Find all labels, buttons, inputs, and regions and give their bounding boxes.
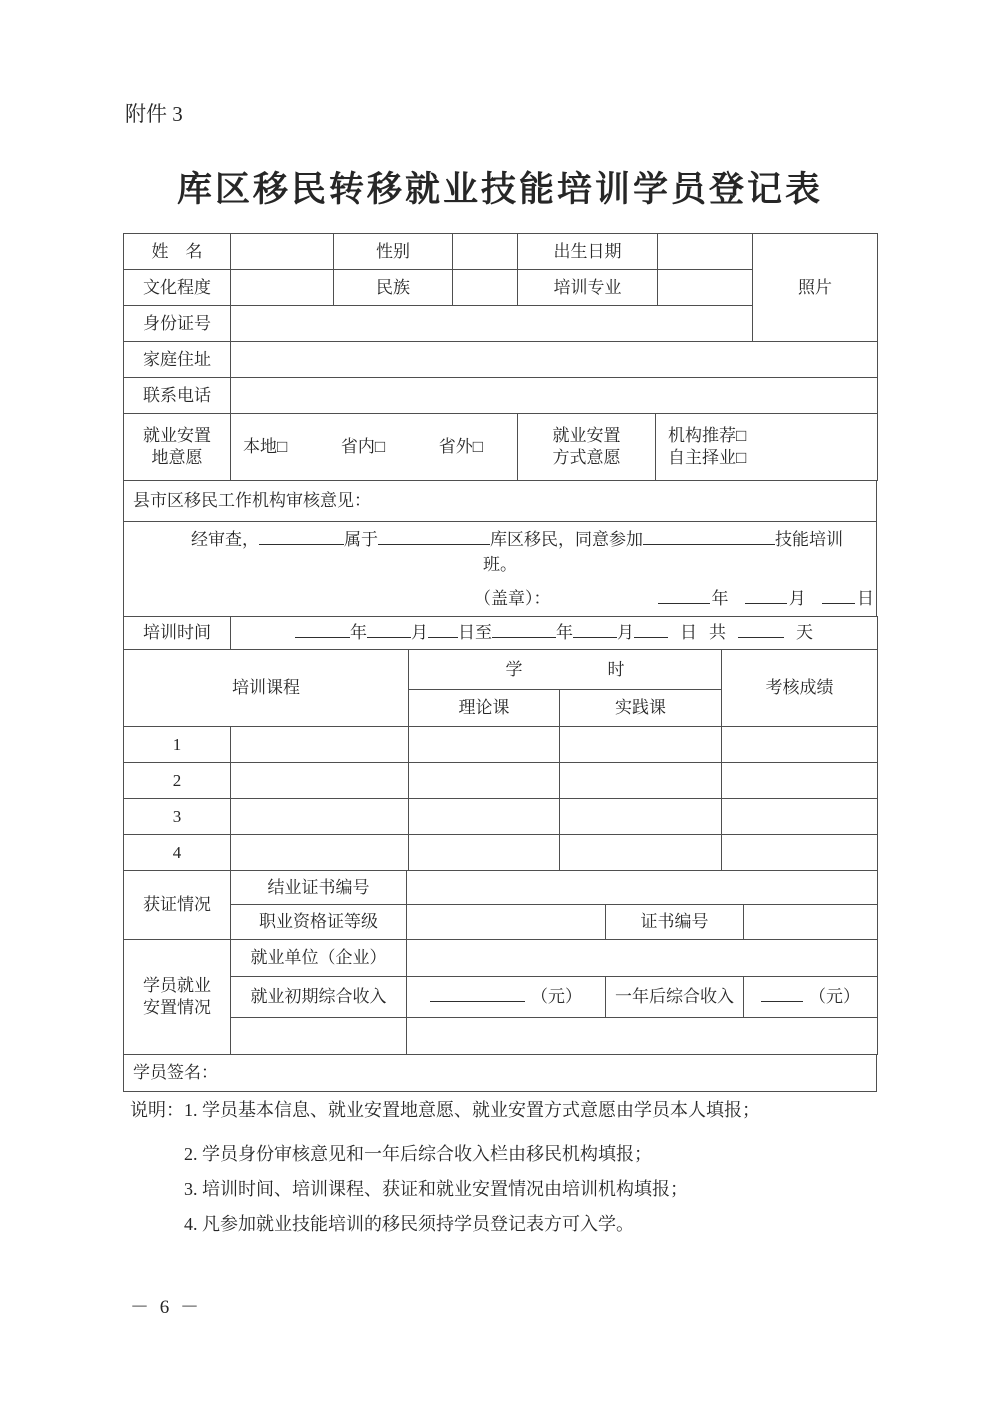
gender-label: 性别 bbox=[334, 234, 453, 270]
notes-prefix: 说明： bbox=[130, 1100, 184, 1120]
training-time-section bbox=[123, 616, 878, 650]
course-name-cell bbox=[231, 727, 409, 763]
birth-date-value-cell bbox=[658, 234, 753, 270]
signature-section bbox=[123, 1054, 877, 1092]
contact-phone-label: 联系电话 bbox=[124, 378, 231, 414]
qualification-level-value-cell bbox=[407, 905, 606, 940]
note-item-3: 3. 培训时间、培训课程、获证和就业安置情况由培训机构填报； bbox=[184, 1179, 688, 1199]
score-cell bbox=[722, 727, 878, 763]
hours-header: 学 时 bbox=[409, 650, 722, 690]
name-value-cell bbox=[231, 234, 334, 270]
one-year-income-label: 一年后综合收入 bbox=[606, 977, 744, 1018]
notes-block bbox=[130, 1098, 878, 1247]
ethnicity-value-cell bbox=[453, 270, 518, 306]
employment-section bbox=[123, 939, 878, 1055]
signature-label: 学员签名： bbox=[124, 1055, 877, 1092]
course-row-number: 3 bbox=[124, 799, 231, 835]
photo-cell: 照片 bbox=[753, 234, 878, 342]
ethnicity-label: 民族 bbox=[334, 270, 453, 306]
blank-underline bbox=[761, 987, 803, 1002]
id-number-label: 身份证号 bbox=[124, 306, 231, 342]
gender-value-cell bbox=[453, 234, 518, 270]
practice-header: 实践课 bbox=[560, 690, 722, 727]
placement-mode-label: 就业安置 方式意愿 bbox=[518, 414, 656, 481]
certificate-section-label: 获证情况 bbox=[124, 871, 231, 940]
placement-place-options-cell bbox=[231, 414, 518, 481]
checkbox-out-province: 省外□ bbox=[438, 437, 483, 456]
page-title: 库区移民转移就业技能培训学员登记表 bbox=[176, 170, 823, 209]
theory-header: 理论课 bbox=[409, 690, 560, 727]
review-text-line2: 班。 bbox=[483, 555, 517, 574]
blank-underline bbox=[745, 589, 787, 604]
completion-cert-no-label: 结业证书编号 bbox=[231, 871, 407, 905]
course-row-number: 1 bbox=[124, 727, 231, 763]
course-header: 培训课程 bbox=[124, 650, 409, 727]
blank-underline bbox=[822, 589, 855, 604]
one-year-income-value-cell: （元） bbox=[744, 977, 878, 1018]
review-header: 县市区移民工作机构审核意见： bbox=[124, 481, 877, 522]
score-cell bbox=[722, 763, 878, 799]
seal-date-line bbox=[124, 587, 876, 611]
course-name-cell bbox=[231, 763, 409, 799]
company-label: 就业单位（企业） bbox=[231, 940, 407, 977]
score-cell bbox=[722, 799, 878, 835]
education-label: 文化程度 bbox=[124, 270, 231, 306]
checkbox-in-province: 省内□ bbox=[340, 437, 386, 456]
review-body-cell bbox=[124, 522, 877, 617]
note-item-1: 1. 学员基本信息、就业安置地意愿、就业安置方式意愿由学员本人填报； bbox=[184, 1100, 760, 1120]
practice-hours-cell bbox=[560, 835, 722, 871]
checkbox-local: 本地□ bbox=[243, 437, 288, 456]
follow-up-contact-value-cell bbox=[407, 1018, 878, 1055]
practice-hours-cell bbox=[560, 727, 722, 763]
blank-underline bbox=[634, 623, 668, 638]
initial-income-value-cell: （元） bbox=[407, 977, 606, 1018]
id-number-value-cell bbox=[231, 306, 753, 342]
employment-section-label: 学员就业 安置情况 bbox=[124, 940, 231, 1055]
cert-no-label: 证书编号 bbox=[606, 905, 744, 940]
training-major-label: 培训专业 bbox=[518, 270, 658, 306]
blank-underline bbox=[643, 530, 775, 545]
blank-underline bbox=[378, 530, 490, 545]
placement-wish-section bbox=[123, 413, 878, 481]
name-label: 姓 名 bbox=[124, 234, 231, 270]
theory-hours-cell bbox=[409, 727, 560, 763]
placement-mode-options-cell bbox=[656, 414, 878, 481]
note-item-2: 2. 学员身份审核意见和一年后综合收入栏由移民机构填报； bbox=[184, 1144, 652, 1164]
blank-underline bbox=[492, 623, 556, 638]
theory-hours-cell bbox=[409, 835, 560, 871]
certificate-section bbox=[123, 870, 878, 940]
theory-hours-cell bbox=[409, 799, 560, 835]
contact-phone-value-cell bbox=[231, 378, 878, 414]
course-name-cell bbox=[231, 799, 409, 835]
blank-underline bbox=[295, 623, 350, 638]
blank-underline bbox=[367, 623, 411, 638]
qualification-level-label: 职业资格证等级 bbox=[231, 905, 407, 940]
course-section bbox=[123, 649, 878, 871]
basic-info-section bbox=[123, 233, 878, 414]
practice-hours-cell bbox=[560, 763, 722, 799]
checkbox-recommend: 机构推荐□ bbox=[668, 426, 747, 445]
initial-income-label: 就业初期综合收入 bbox=[231, 977, 407, 1018]
attachment-label: 附件 3 bbox=[125, 102, 183, 126]
registration-form-table bbox=[123, 233, 877, 1092]
blank-underline bbox=[573, 623, 617, 638]
review-text-line1: 经审查， 属于 库区移民，同意参加 技能培训 bbox=[191, 530, 843, 549]
home-address-label: 家庭住址 bbox=[124, 342, 231, 378]
score-cell bbox=[722, 835, 878, 871]
course-name-cell bbox=[231, 835, 409, 871]
blank-underline bbox=[738, 623, 784, 638]
completion-cert-no-value-cell bbox=[407, 871, 878, 905]
placement-place-label: 就业安置 地意愿 bbox=[124, 414, 231, 481]
training-time-label: 培训时间 bbox=[124, 617, 231, 650]
follow-up-contact-label bbox=[231, 1018, 407, 1055]
course-row-number: 4 bbox=[124, 835, 231, 871]
blank-underline bbox=[430, 987, 525, 1002]
education-value-cell bbox=[231, 270, 334, 306]
checkbox-self-employ: 自主择业□ bbox=[668, 448, 747, 467]
seal-label: （盖章）： bbox=[474, 589, 551, 608]
birth-date-label: 出生日期 bbox=[518, 234, 658, 270]
page-number: － 6 － bbox=[130, 1297, 203, 1318]
course-row-number: 2 bbox=[124, 763, 231, 799]
score-header: 考核成绩 bbox=[722, 650, 878, 727]
theory-hours-cell bbox=[409, 763, 560, 799]
cert-no-value-cell bbox=[744, 905, 878, 940]
company-value-cell bbox=[407, 940, 878, 977]
blank-underline bbox=[259, 530, 344, 545]
blank-underline bbox=[658, 589, 710, 604]
blank-underline bbox=[428, 623, 458, 638]
training-major-value-cell bbox=[658, 270, 753, 306]
training-time-value-cell: 年 月 日至 年 月 日 共 天 bbox=[231, 617, 878, 650]
note-item-4: 4. 凡参加就业技能培训的移民须持学员登记表方可入学。 bbox=[184, 1214, 634, 1234]
home-address-value-cell bbox=[231, 342, 878, 378]
review-opinion-section bbox=[123, 480, 877, 617]
practice-hours-cell bbox=[560, 799, 722, 835]
review-date: 年 月 日 bbox=[658, 587, 877, 611]
